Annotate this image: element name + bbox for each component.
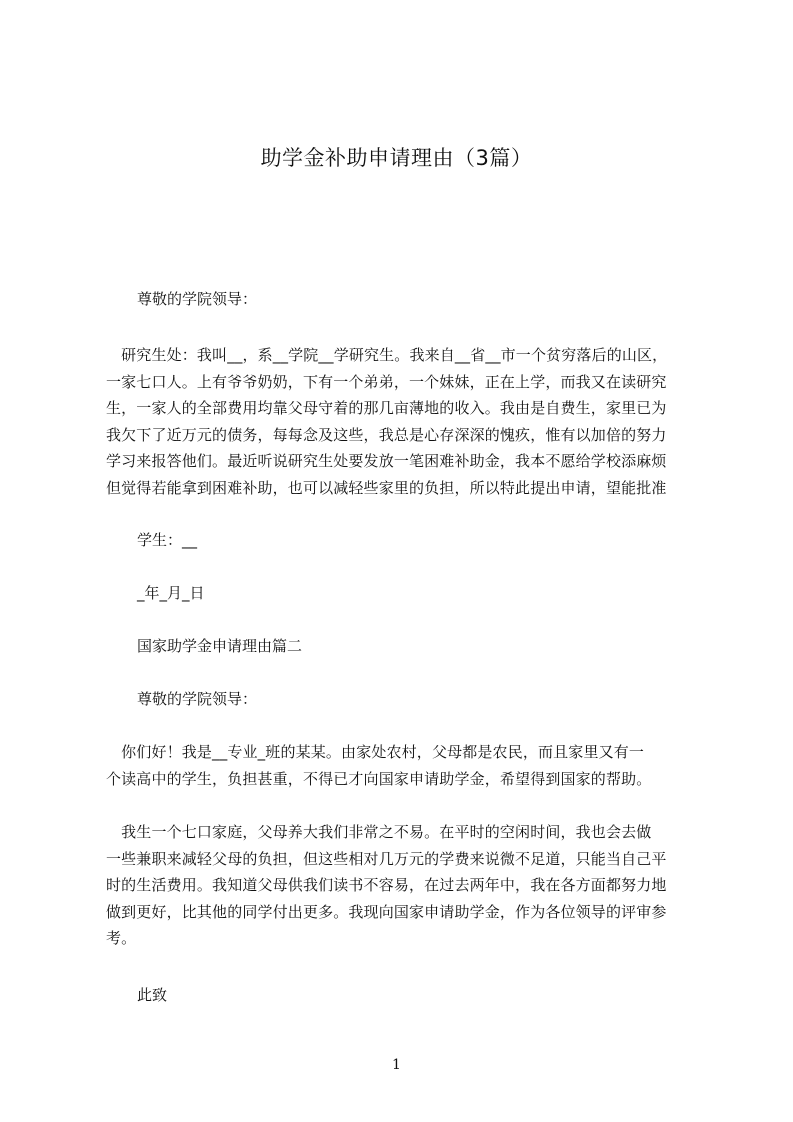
page-number: 1 (392, 1057, 401, 1073)
paragraph-line: 你们好！我是__专业_班的某某。由家处农村，父母都是农民，而且家里又有一 (106, 743, 645, 761)
paragraph-line: 我生一个七口家庭，父母养大我们非常之不易。在平时的空闲时间，我也会去做 (106, 823, 652, 841)
signature-line: 学生：__ (137, 531, 198, 549)
paragraph-line: 但觉得若能拿到困难补助，也可以减轻些家里的负担，所以特此提出申请，望能批准 (106, 478, 667, 497)
body-paragraph-3 (106, 819, 704, 952)
closing-line: 此致 (137, 986, 168, 1004)
paragraph-line: 一些兼职来减轻父母的负担，但这些相对几万元的学费来说微不足道，只能当自己平 (106, 849, 667, 868)
paragraph-line: 一家七口人。上有爷爷奶奶，下有一个弟弟，一个妹妹，正在上学，而我又在读研究 (106, 372, 667, 391)
paragraph-line: 研究生处：我叫__，系__学院__学研究生。我来自__省__市一个贫穷落后的山区， (106, 346, 668, 364)
paragraph-line: 我欠下了近万元的债务，每每念及这些，我总是心存深深的愧疚，惟有以加倍的努力 (106, 425, 667, 444)
salutation: 尊敬的学院领导： (137, 290, 258, 308)
body-paragraph-1 (106, 342, 704, 501)
paragraph-line: 时的生活费用。我知道父母供我们读书不容易，在过去两年中，我在各方面都努力地 (106, 876, 667, 894)
paragraph-line: 生，一家人的全部费用均靠父母守着的那几亩薄地的收入。我由是自费生，家里已为 (106, 399, 667, 417)
paragraph-line: 个读高中的学生，负担甚重，不得已才向国家申请助学金，希望得到国家的帮助。 (106, 769, 652, 788)
paragraph-line: 考。 (106, 929, 137, 947)
salutation: 尊敬的学院领导： (137, 690, 258, 708)
paragraph-line: 学习来报答他们。最近听说研究生处要发放一笔困难补助金，我本不愿给学校添麻烦 (106, 452, 667, 470)
section-heading: 国家助学金申请理由篇二 (137, 637, 303, 655)
date-line: _年_月_日 (137, 584, 205, 602)
document-title: 助学金补助申请理由（3篇） (260, 146, 533, 170)
body-paragraph-2 (106, 739, 704, 792)
paragraph-line: 做到更好，比其他的同学付出更多。我现向国家申请助学金，作为各位领导的评审参 (106, 902, 667, 921)
